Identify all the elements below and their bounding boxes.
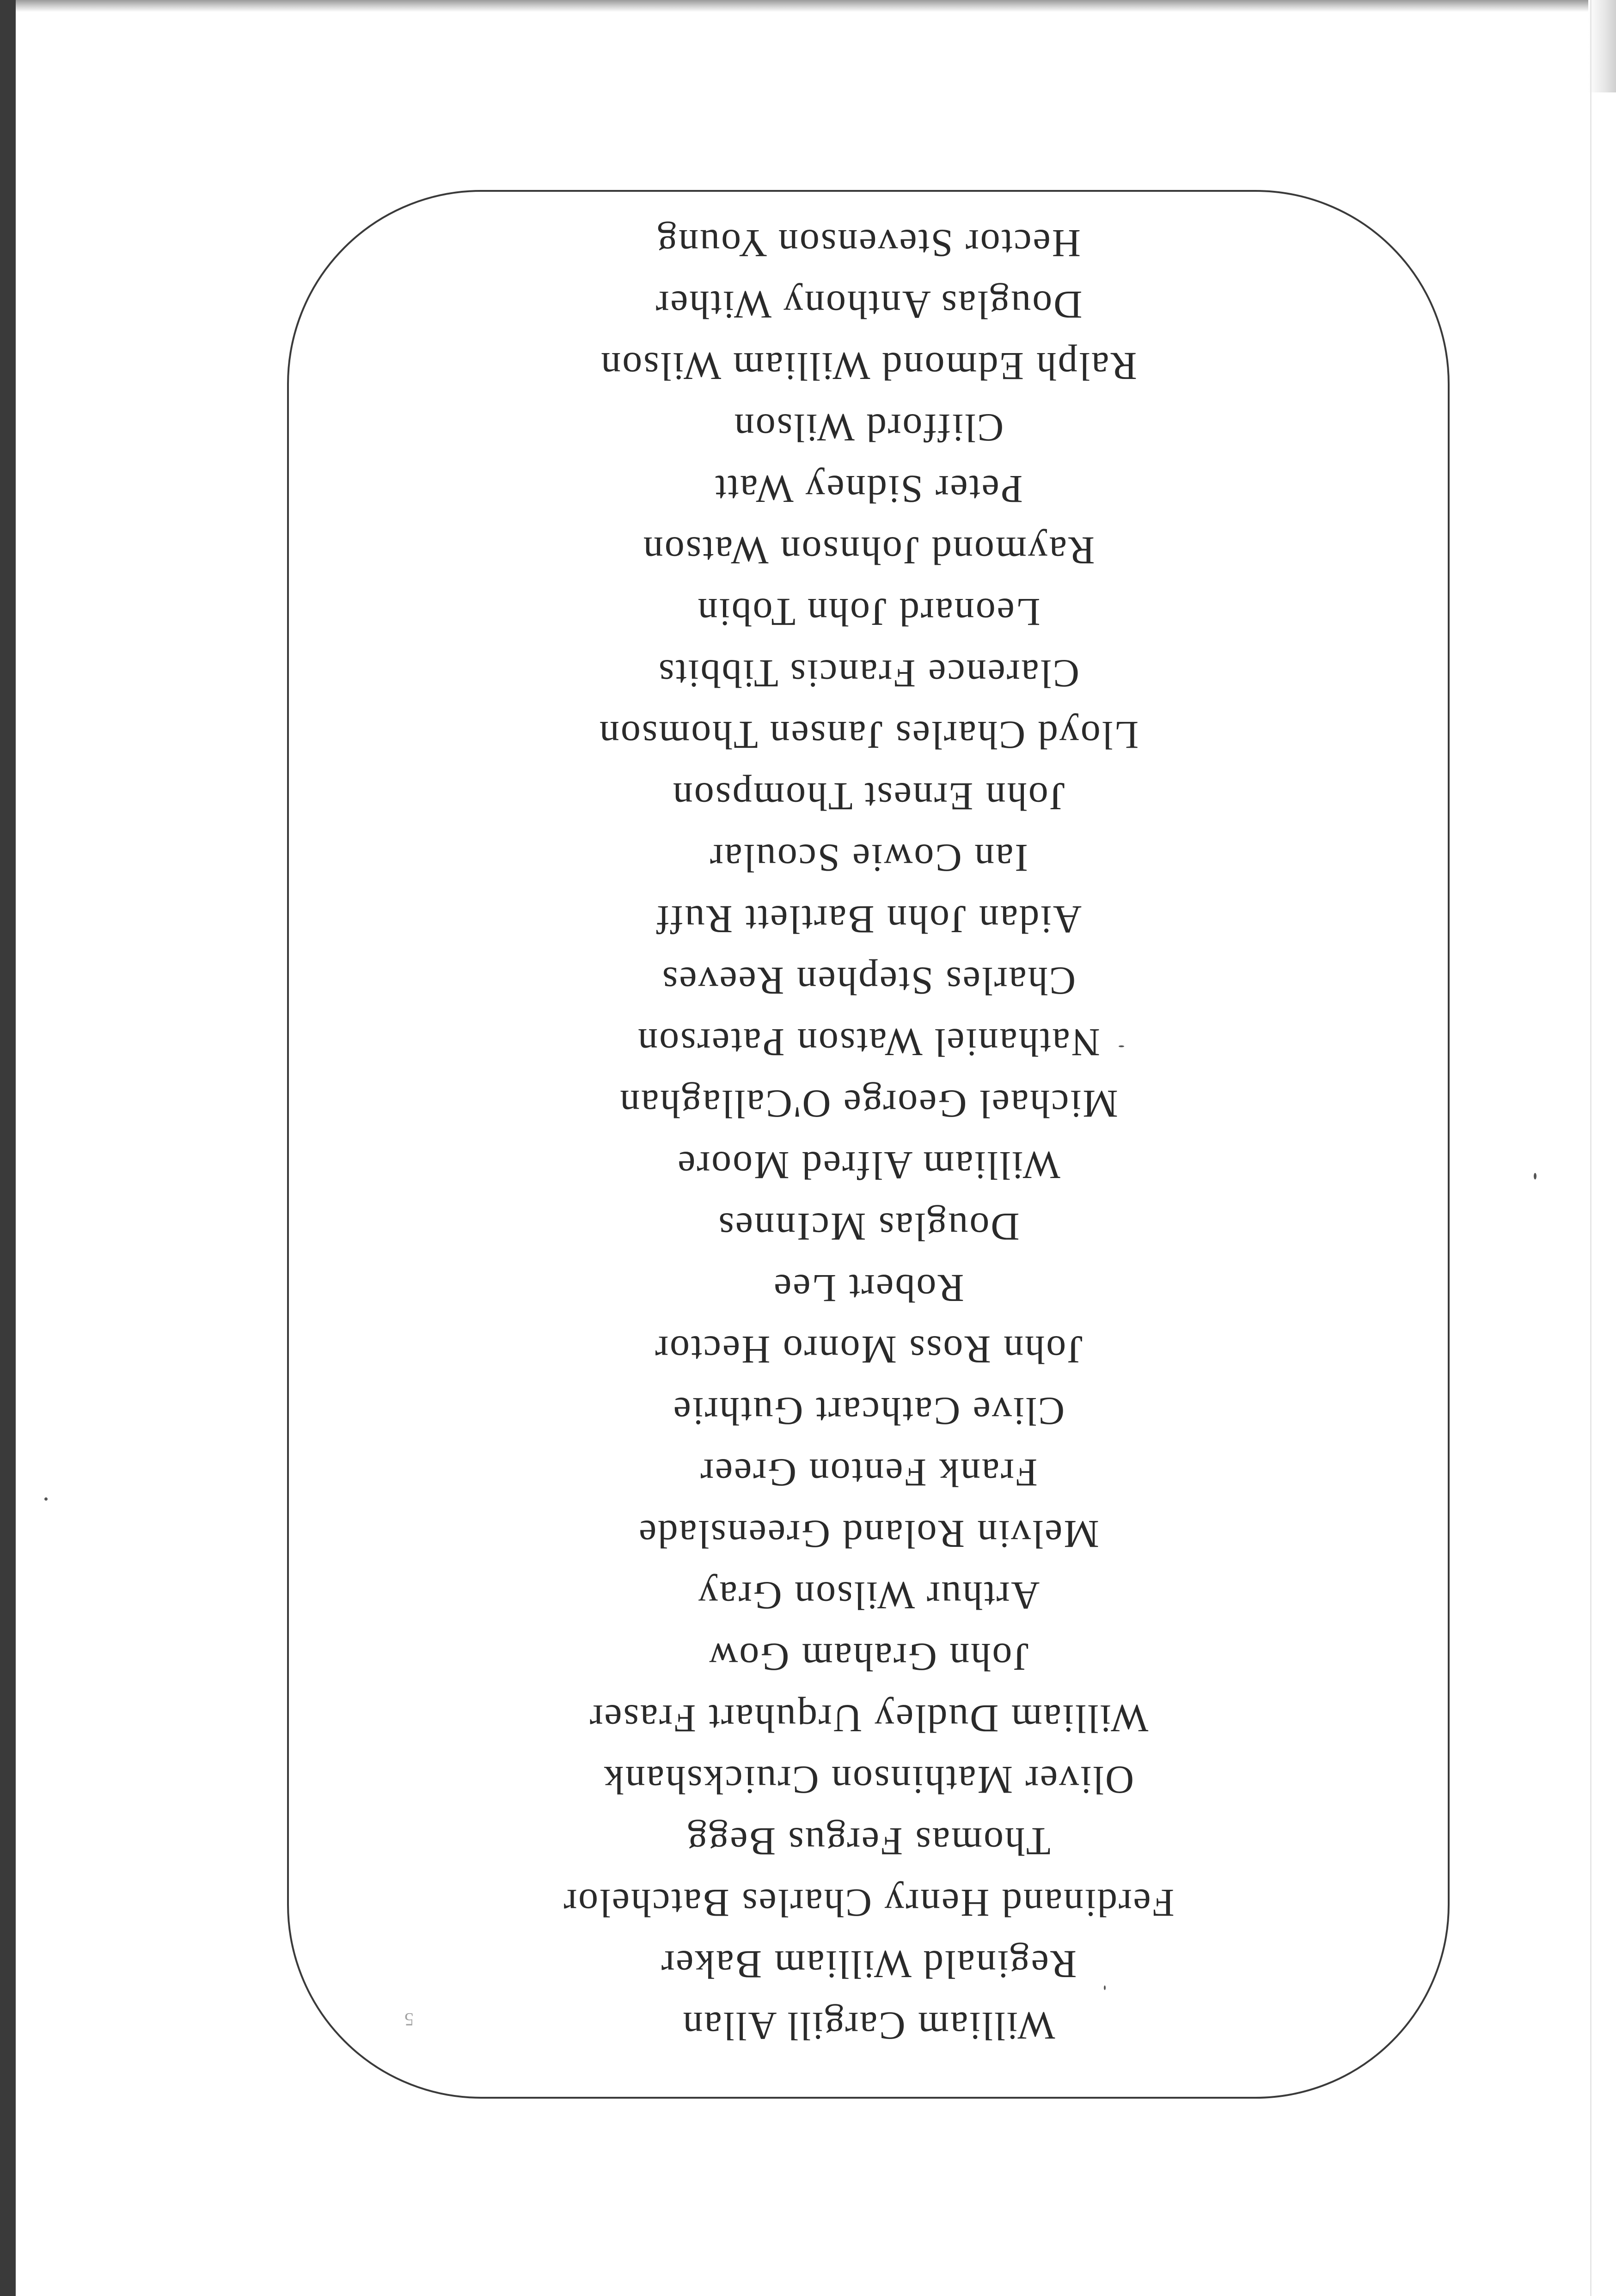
name-entry: Ian Cowie Scoular: [708, 836, 1028, 880]
scan-speck: [1534, 1173, 1536, 1179]
name-entry: Melvin Roland Greenslade: [637, 1512, 1099, 1557]
name-entry: Clarence Francis Tibbits: [657, 652, 1079, 696]
name-entry: Oliver Mathinson Cruickshank: [602, 1758, 1134, 1802]
name-entry: Ferdinand Henry Charles Batchelor: [562, 1881, 1175, 1925]
name-entry: Charles Stephen Reeves: [661, 959, 1076, 1003]
name-entry: John Ross Monro Hector: [654, 1328, 1083, 1372]
scan-speck: [1119, 1045, 1124, 1047]
name-entry: Frank Fenton Greer: [699, 1451, 1038, 1495]
name-entry: Nathaniel Watson Paterson: [637, 1020, 1100, 1065]
scan-speck: [44, 1497, 48, 1501]
name-entry: Hector Stevenson Young: [656, 221, 1081, 266]
name-entry: Douglas McInnes: [717, 1205, 1020, 1249]
name-entry: Arthur Wilson Gray: [697, 1574, 1040, 1618]
names-list: [287, 213, 1450, 2057]
name-entry: John Graham Gow: [708, 1635, 1029, 1679]
name-entry: Lloyd Charles Jansen Thomson: [598, 713, 1139, 757]
name-entry: Michael George O'Callaghan: [618, 1082, 1118, 1126]
page-number: 5: [404, 2009, 414, 2030]
name-entry: William Alfred Moore: [676, 1143, 1060, 1188]
name-entry: Leonard John Tobin: [696, 590, 1041, 635]
name-entry: Raymond Johnson Watson: [642, 529, 1095, 573]
name-entry: Robert Lee: [772, 1266, 964, 1311]
name-entry: John Ernest Thompson: [671, 775, 1065, 819]
name-entry: Clive Cathcart Guthrie: [672, 1389, 1065, 1434]
name-entry: Reginald William Baker: [660, 1942, 1077, 1987]
name-entry: William Cargill Allan: [681, 2004, 1055, 2048]
name-entry: Peter Sidney Watt: [714, 467, 1023, 512]
name-entry: Douglas Anthony Wither: [654, 283, 1083, 327]
name-entry: William Dudley Urquhart Fraser: [588, 1697, 1149, 1741]
scan-speck: [1104, 1985, 1106, 1990]
name-entry: Thomas Fergus Begg: [686, 1820, 1051, 1864]
name-entry: Ralph Edmond William Wilson: [600, 344, 1137, 389]
name-entry: Clifford Wilson: [733, 406, 1004, 450]
name-entry: Aidan John Bartlett Ruff: [655, 898, 1082, 942]
